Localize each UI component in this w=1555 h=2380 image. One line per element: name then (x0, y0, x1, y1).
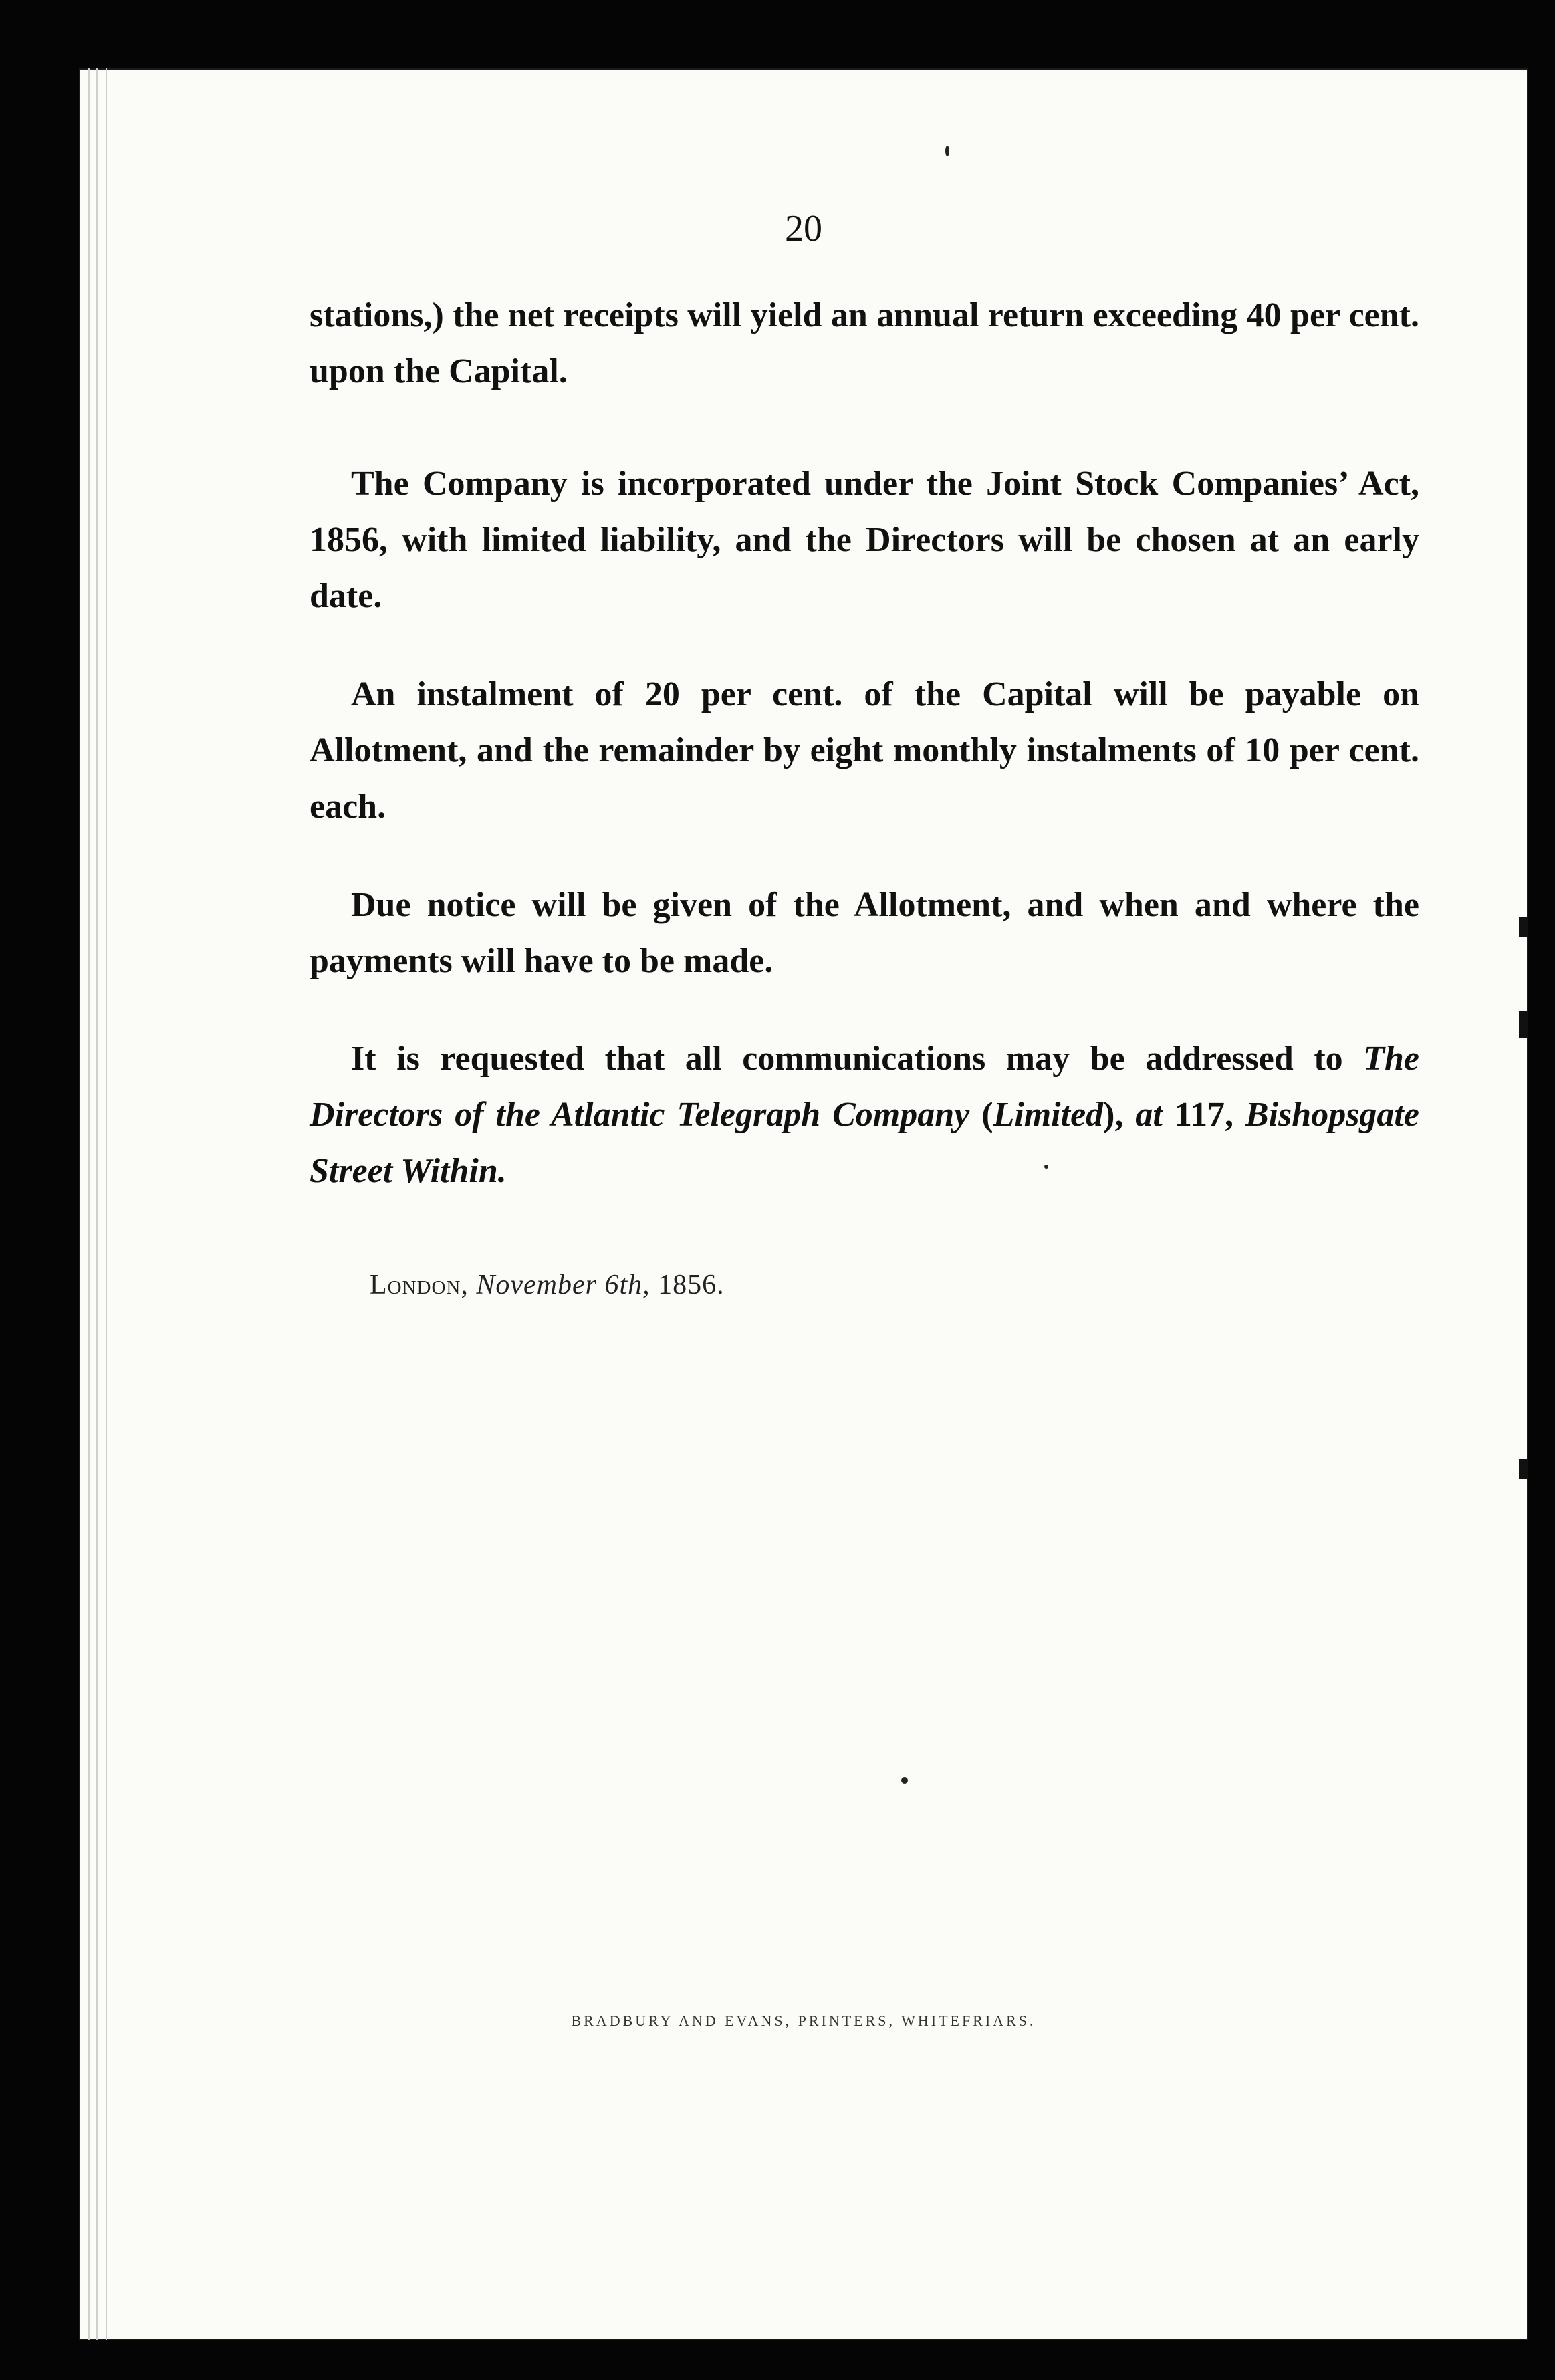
dateline-date: November 6th, (476, 1270, 650, 1300)
edge-mark (1519, 1011, 1528, 1038)
paragraph-2 (310, 456, 1419, 624)
paragraph-text (310, 667, 1419, 835)
dateline (370, 1269, 725, 1301)
paragraph-1 (310, 287, 1419, 400)
italic-text-run: Bishopsgate Street Within. (310, 1096, 1419, 1190)
paragraph-text (310, 1031, 1419, 1199)
paragraph-text (310, 456, 1419, 624)
binding-line (88, 68, 90, 2340)
paragraph-text (310, 287, 1419, 400)
printer-imprint: BRADBURY AND EVANS, PRINTERS, WHITEFRIARS. (571, 2012, 1036, 2029)
scan-speck (901, 1777, 908, 1784)
text-run: ( (969, 1096, 993, 1134)
italic-text-run: The Directors of the Atlantic Telegraph Company (310, 1040, 1419, 1134)
text-run: The Company is incorporated under the Joint Stock Companies’ Act, 1856, with limited liability, and the Directors will be chosen at an early date. (310, 465, 1419, 615)
text-run: Due notice will be given of the Allotment, and when and where the payments will have to be made. (310, 886, 1419, 980)
paragraph-4 (310, 877, 1419, 989)
italic-text-run: Limited (993, 1096, 1104, 1134)
paragraph-5 (310, 1031, 1419, 1199)
page-number: 20 (785, 208, 822, 249)
text-run: stations,) the net receipts will yield an annual return exceeding 40 per cent. upon the Capital. (310, 296, 1419, 390)
dateline-place: London, (370, 1270, 469, 1300)
document-page (79, 68, 1528, 2340)
scan-speck (1044, 1165, 1048, 1169)
binding-line (96, 68, 98, 2340)
text-run: An instalment of 20 per cent. of the Capital will be payable on Allotment, and the remainder by eight monthly instalments of 10 per cent. each. (310, 675, 1419, 826)
binding-line (106, 68, 107, 2340)
edge-mark (1519, 917, 1528, 937)
paragraph-3 (310, 667, 1419, 835)
scan-speck (945, 146, 949, 156)
text-run: It is requested that all communications may be addressed to (351, 1040, 1364, 1078)
edge-mark (1519, 1459, 1528, 1479)
dateline-year: 1856. (658, 1270, 725, 1300)
text-run: ), (1103, 1096, 1136, 1134)
paragraph-text (310, 877, 1419, 989)
italic-text-run: at (1135, 1096, 1163, 1134)
text-run: 117, (1162, 1096, 1245, 1134)
